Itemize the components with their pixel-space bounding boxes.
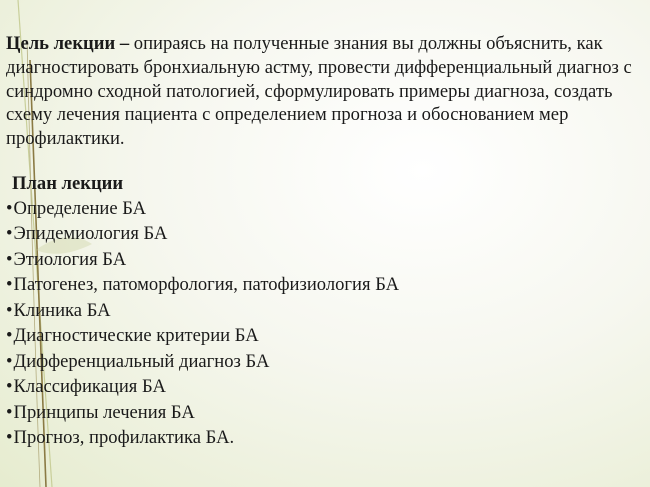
plan-item-text: Определение БА: [13, 197, 147, 219]
plan-item-text: Эпидемиология БА: [13, 223, 168, 245]
slide-content: [6, 32, 646, 451]
plan-item: [6, 425, 646, 451]
goal-text: опираясь на полученные знания вы должны объяснить, как диагностировать бронхиальную астму, провести дифференциальный диагноз с синдромно сходной патологией, сформулировать примеры диагноза, создать схему лечения пациента с определением прогноза и обоснованием мер профилактики.: [6, 33, 632, 150]
bullet-icon: •: [6, 274, 13, 296]
plan-item-text: Клиника БА: [13, 299, 111, 321]
bullet-icon: •: [6, 376, 13, 398]
bullet-icon: •: [6, 248, 13, 270]
plan-item: [6, 298, 646, 324]
bullet-icon: •: [6, 197, 13, 219]
plan-item: [6, 323, 646, 349]
plan-item: [6, 374, 646, 400]
plan-item-text: Диагностические критерии БА: [13, 325, 259, 347]
plan-title: План лекции: [12, 172, 124, 194]
plan-item: [6, 272, 646, 298]
goal-label: Цель лекции –: [6, 33, 130, 54]
bullet-icon: •: [6, 299, 13, 321]
bullet-icon: •: [6, 401, 13, 423]
bullet-icon: •: [6, 223, 13, 245]
plan-item: [6, 400, 646, 426]
plan-item: [6, 196, 646, 222]
plan-item-text: Прогноз, профилактика БА.: [13, 427, 235, 449]
lecture-goal: [6, 32, 641, 151]
plan-item: [6, 247, 646, 273]
plan-item-text: Дифференциальный диагноз БА: [13, 350, 270, 372]
plan-item-text: Принципы лечения БА: [13, 401, 195, 423]
plan-item: [6, 221, 646, 247]
bullet-icon: •: [6, 350, 13, 372]
plan-item: [6, 349, 646, 375]
bullet-icon: •: [6, 325, 13, 347]
plan-list: [6, 196, 646, 451]
bullet-icon: •: [6, 427, 13, 449]
plan-item-text: Патогенез, патоморфология, патофизиология БА: [13, 274, 400, 296]
plan-item-text: Классификация БА: [13, 376, 166, 398]
plan-item-text: Этиология БА: [13, 248, 127, 270]
